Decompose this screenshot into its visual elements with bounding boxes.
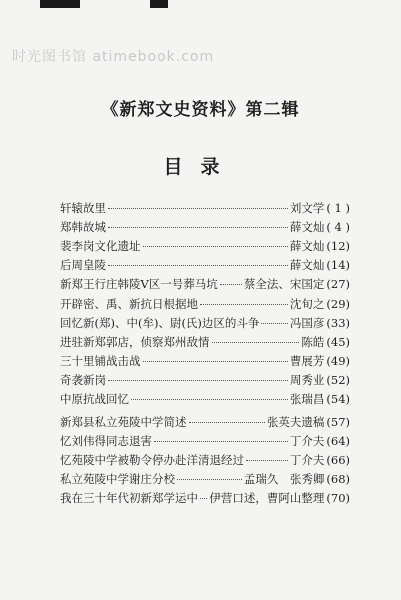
toc-entry [60, 200, 350, 219]
toc-dot-leader [189, 422, 265, 423]
toc-entry-page: (33) [326, 316, 350, 330]
toc-entry [60, 315, 350, 334]
toc-entry-title: 私立苑陵中学谢庄分校 [60, 472, 175, 486]
toc-dot-leader [108, 227, 288, 228]
toc-entry-page: (54) [326, 392, 350, 406]
toc-dot-leader [108, 208, 288, 209]
toc-entry-author: 蔡全法、宋国定 [243, 277, 325, 291]
toc-entry-page: (66) [326, 453, 350, 467]
toc-entry-page: (70) [326, 491, 350, 505]
toc-entry-author: 刘文学 [289, 201, 325, 215]
toc-entry-title: 轩辕故里 [60, 201, 106, 215]
toc-entry-author: 沈旬之 [289, 297, 325, 311]
toc-entry [60, 353, 350, 372]
toc-entry-page: (64) [326, 434, 350, 448]
toc-entry-page: (27) [326, 277, 350, 291]
toc-entry-title: 三十里铺战击战 [60, 354, 141, 368]
toc-entry [60, 276, 350, 295]
toc-dot-leader [212, 342, 300, 343]
toc-entry [60, 296, 350, 315]
toc-entry [60, 238, 350, 257]
toc-group-2 [60, 296, 350, 410]
toc-entry-page: ( 1 ) [326, 201, 350, 215]
toc-entry [60, 452, 350, 471]
toc-entry-page: (49) [326, 354, 350, 368]
toc-dot-leader [143, 246, 288, 247]
toc-entry-author: 张英夫遗稿 [266, 415, 325, 429]
contents-heading: 目录 [163, 156, 238, 178]
toc-entry-title: 忆苑陵中学被勒令停办赴洋清退经过 [60, 453, 244, 467]
scan-border-mark-left [40, 0, 80, 8]
toc-entry-title: 奇袭新岗 [60, 373, 106, 387]
toc-entry-page: (52) [326, 373, 350, 387]
book-title: 《新郑文史资料》第二辑 [101, 100, 300, 120]
toc-dot-leader [131, 399, 288, 400]
toc-entry-title: 郑韩故城 [60, 220, 106, 234]
toc-entry-page: (68) [326, 472, 350, 486]
toc-dot-leader [220, 284, 242, 285]
toc-entry-author: 伊营口述，曹阿山整理 [209, 491, 325, 505]
toc-entry-author: 薛文灿 [289, 258, 325, 272]
toc-group-3 [60, 414, 350, 509]
toc-entry-page: (45) [326, 335, 350, 349]
toc-entry [60, 471, 350, 490]
toc-entry-page: (12) [326, 239, 350, 253]
toc-entry-title: 后周皇陵 [60, 258, 106, 272]
toc-entry-page: (14) [326, 258, 350, 272]
scan-border-mark-right [150, 0, 168, 8]
toc-entry-author: 陈皓 [301, 335, 325, 349]
toc-entry [60, 391, 350, 410]
toc-entry-author: 丁介夫 [289, 453, 325, 467]
toc-entry-author: 曹展芳 [289, 354, 325, 368]
toc-entry-author: 孟瑞久 张秀卿 [243, 472, 325, 486]
toc-entry-title: 开辟密、禹、新抗日根据地 [60, 297, 198, 311]
toc-dot-leader [143, 361, 288, 362]
toc-dot-leader [200, 304, 288, 305]
toc-group-1 [60, 200, 350, 295]
toc-entry [60, 433, 350, 452]
toc-dot-leader [108, 380, 288, 381]
toc-entry-page: ( 4 ) [326, 220, 350, 234]
toc-entry [60, 490, 350, 509]
toc-dot-leader [261, 323, 287, 324]
toc-entry-author: 张瑞昌 [289, 392, 325, 406]
toc-entry-author: 周秀业 [289, 373, 325, 387]
toc-entry [60, 414, 350, 433]
toc-entry-author: 薛文灿 [289, 220, 325, 234]
toc-entry-title: 我在三十年代初新郑学运中 [60, 491, 198, 505]
toc-entry-title: 忆刘伟得同志退害 [60, 434, 152, 448]
toc-entry-title: 回忆新(郑)、中(牟)、尉(氏)边区的斗争 [60, 316, 260, 330]
toc-entry-page: (29) [326, 297, 350, 311]
toc-dot-leader [177, 479, 242, 480]
toc-dot-leader [154, 441, 288, 442]
toc-entry-page: (57) [326, 415, 350, 429]
toc-entry-author: 冯国彦 [289, 316, 325, 330]
watermark: 时光图书馆 atimebook.com [12, 49, 215, 65]
toc-entry [60, 257, 350, 276]
toc-entry [60, 219, 350, 238]
toc-dot-leader [246, 460, 288, 461]
toc-entry-author: 丁介夫 [289, 434, 325, 448]
toc-entry-title: 裴李岗文化遗址 [60, 239, 141, 253]
toc-entry-title: 进驻新郑郭店，侦察郑州敌情 [60, 335, 210, 349]
toc-entry [60, 334, 350, 353]
toc-dot-leader [200, 498, 207, 499]
toc-entry-title: 新郑县私立苑陵中学简述 [60, 415, 187, 429]
toc-entry-title: 新郑王行庄韩陵V区一号葬马坑 [60, 277, 218, 291]
toc-entry-author: 薛文灿 [289, 239, 325, 253]
toc-entry [60, 372, 350, 391]
toc-entry-title: 中原抗战回忆 [60, 392, 129, 406]
toc-dot-leader [108, 265, 288, 266]
